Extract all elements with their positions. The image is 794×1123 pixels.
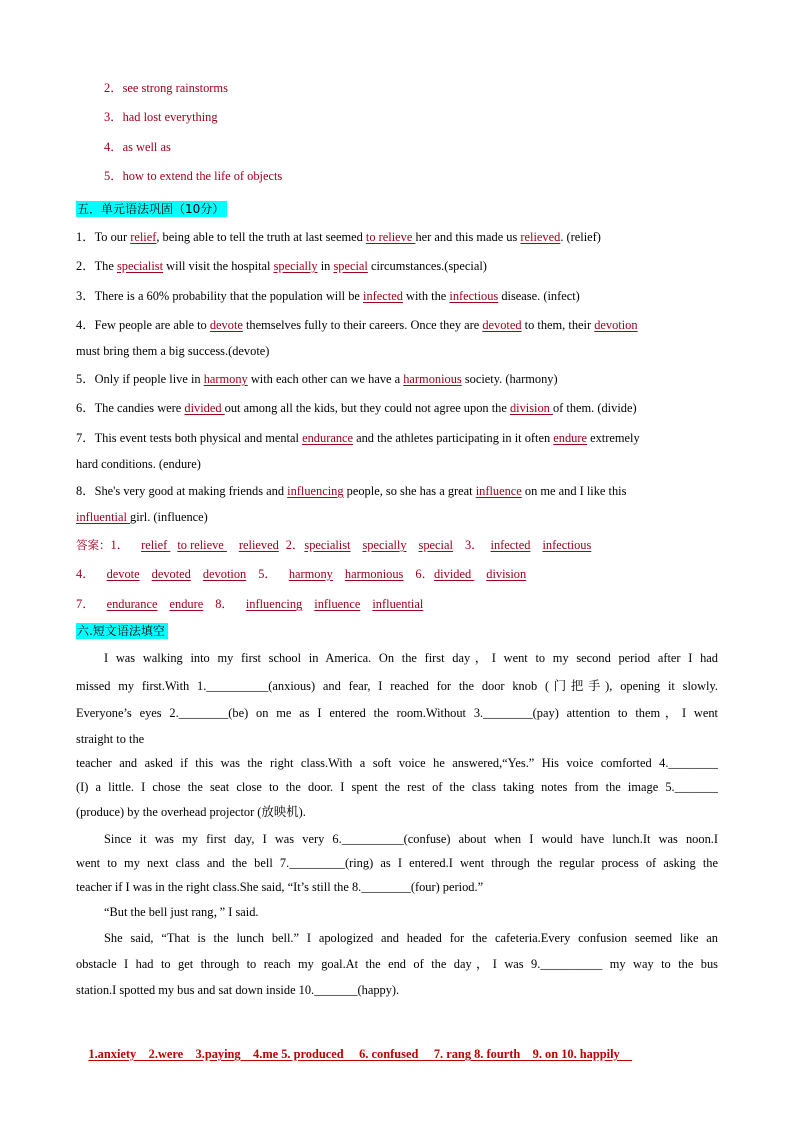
question-7-cont: hard conditions. (endure) [76,457,201,471]
passage-line: Everyone’s eyes 2.________(be) on me as I entered the room.Without 3.________(pay) attention to them，I went [76,706,718,720]
passage-line: teacher if I was in the right class.She said, “It’s still the 8.________(four) period.” [76,880,484,894]
section-heading: 五．单元语法巩固（10分） [76,201,718,217]
list-item: 3．had lost everything [104,110,218,124]
answer-row-2: 4． devote devoted devotion 5． harmony harmonious 6．divided division [76,567,527,581]
question-5: 5．Only if people live in harmony with each other can we have a harmonious society. (harmony) [76,372,558,386]
list-item: 2．see strong rainstorms [104,81,228,95]
passage-line: (I) a little. I chose the seat close to the door. I spent the rest of the class taking notes from the image 5._______ [76,780,718,794]
answer-row-1: 答案：1． relief to relieve relieved 2．specialist specially special 3． infected infectious [76,538,592,552]
answer-line: 1.anxiety 2.were 3.paying 4.me 5. produced 6. confused 7. rang 8. fourth 9. on 10. happily [88,1047,633,1061]
passage-line: teacher and asked if this was the right class.With a soft voice he answered,“Yes.” His voice comforted 4.________ [76,756,718,770]
question-6: 6．The candies were divided out among all the kids, but they could not agree upon the division of them. (divide) [76,401,637,415]
question-8: 8．She's very good at making friends and influencing people, so she has a great influence on me and I like this [76,484,627,498]
passage-line: (produce) by the overhead projector (放映机). [76,805,306,819]
question-8-cont: influential girl. (influence) [76,510,208,524]
passage-line: obstacle I had to get through to reach my goal.At the end of the day，I was 9.__________ my way to the bus [76,957,718,971]
passage-line: I was walking into my first school in America. On the first day，I went to my second period after I had [104,651,718,665]
passage-line: missed my first.With 1.__________(anxious) and fear, I reached for the door knob (门把手), opening it slowly. [76,679,718,693]
list-item: 4．as well as [104,140,171,154]
question-3: 3．There is a 60% probability that the population will be infected with the infectious disease. (infect) [76,289,580,303]
question-1: 1．To our relief, being able to tell the truth at last seemed to relieve her and this made us relieved. (relief) [76,230,601,244]
passage-line: went to my next class and the bell 7._________(ring) as I entered.I went through the regular process of asking the [76,856,718,870]
passage-line: “But the bell just rang，” I said. [104,905,259,919]
passage-line: Since it was my first day, I was very 6.__________(confuse) about when I would have lunch.It was noon.I [104,832,718,846]
passage-line: straight to the [76,732,145,746]
question-7: 7．This event tests both physical and mental endurance and the athletes participating in it often endure extremely [76,431,640,445]
answer-row-3: 7． endurance endure 8． influencing influence influential [76,597,424,611]
question-4-cont: must bring them a big success.(devote) [76,344,270,358]
passage-line: She said, “That is the lunch bell.” I apologized and headed for the cafeteria.Every confusion seemed like an [104,931,718,945]
question-2: 2．The specialist will visit the hospital specially in special circumstances.(special) [76,259,487,273]
list-item: 5．how to extend the life of objects [104,169,283,183]
question-4: 4．Few people are able to devote themselves fully to their careers. Once they are devoted to them, their devotion [76,318,638,332]
passage-line: station.I spotted my bus and sat down inside 10._______(happy). [76,983,400,997]
section-heading: 六.短文语法填空 [76,623,718,639]
